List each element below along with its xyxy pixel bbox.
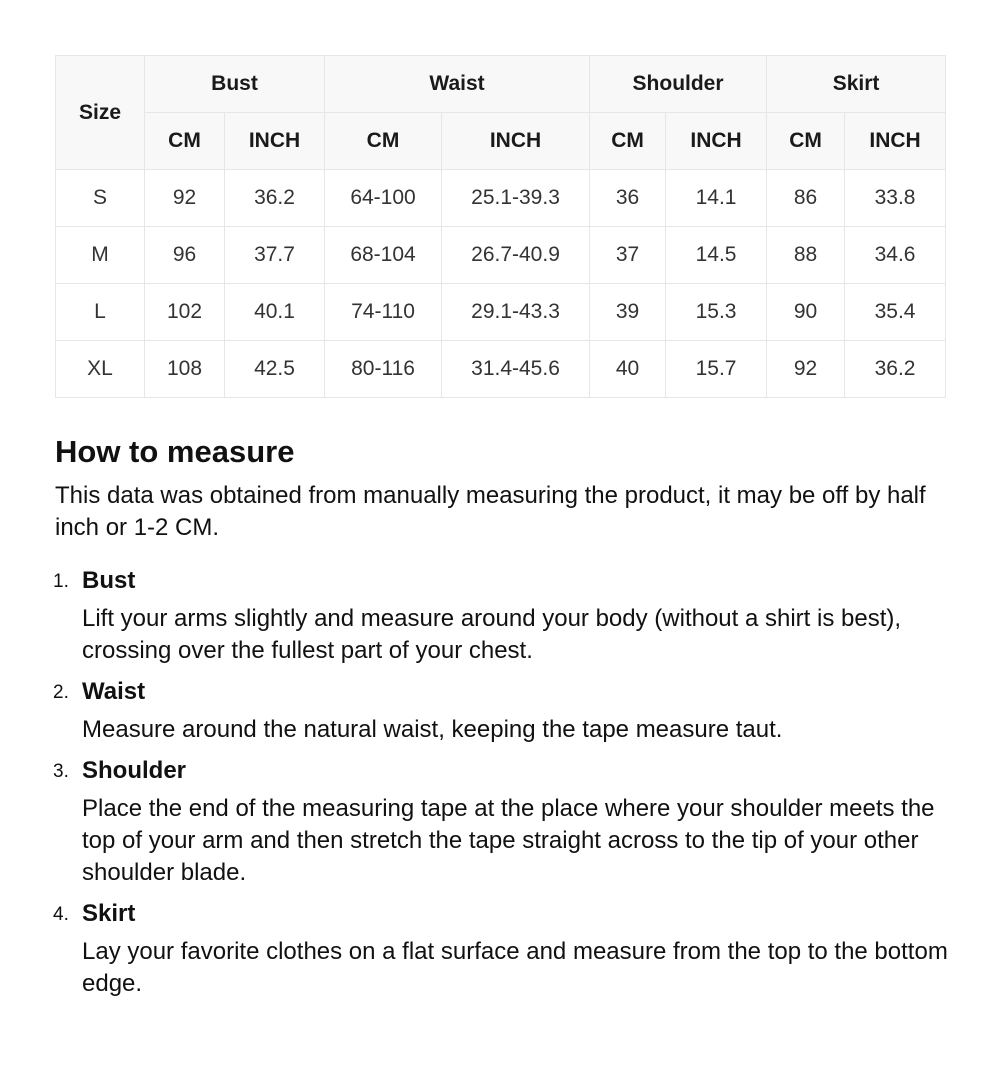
table-cell: 14.5 xyxy=(666,227,767,284)
table-cell: 68-104 xyxy=(325,227,442,284)
list-item xyxy=(55,755,955,889)
table-cell: 26.7-40.9 xyxy=(442,227,590,284)
shoulder-group-header: Shoulder xyxy=(590,56,767,113)
section-title: How to measure xyxy=(55,434,295,469)
unit-header: INCH xyxy=(442,113,590,170)
bust-group-header: Bust xyxy=(145,56,325,113)
table-cell: 64-100 xyxy=(325,170,442,227)
table-cell: 92 xyxy=(767,341,845,398)
table-cell: 37.7 xyxy=(225,227,325,284)
table-cell: 37 xyxy=(590,227,666,284)
list-item-number: 4. xyxy=(53,904,69,925)
table-cell: 86 xyxy=(767,170,845,227)
table-cell: 15.3 xyxy=(666,284,767,341)
table-cell: 80-116 xyxy=(325,341,442,398)
unit-header: CM xyxy=(145,113,225,170)
unit-header: INCH xyxy=(225,113,325,170)
unit-header: CM xyxy=(590,113,666,170)
table-cell: 36.2 xyxy=(845,341,946,398)
list-item xyxy=(55,676,955,746)
table-cell: 74-110 xyxy=(325,284,442,341)
list-item-title: Skirt xyxy=(82,900,136,927)
list-item-description: Lift your arms slightly and measure around your body (without a shirt is best), crossing over the fullest part of your chest. xyxy=(82,605,902,664)
table-cell: 90 xyxy=(767,284,845,341)
table-cell: 29.1-43.3 xyxy=(442,284,590,341)
table-cell: 14.1 xyxy=(666,170,767,227)
intro-text: This data was obtained from manually measuring the product, it may be off by half inch or 1-2 CM. xyxy=(55,482,926,541)
how-to-measure-section xyxy=(55,432,955,1009)
list-item xyxy=(55,565,955,667)
table-row xyxy=(56,227,946,284)
list-item-number: 3. xyxy=(53,761,69,782)
size-chart-table xyxy=(55,55,946,398)
table-cell: 108 xyxy=(145,341,225,398)
size-cell: S xyxy=(56,170,145,227)
table-row xyxy=(56,284,946,341)
table-cell: 36 xyxy=(590,170,666,227)
list-item-description: Lay your favorite clothes on a flat surface and measure from the top to the bottom edge. xyxy=(82,938,948,997)
table-row xyxy=(56,170,946,227)
list-item-number: 1. xyxy=(53,571,69,592)
table-header-row-units xyxy=(56,113,946,170)
table-cell: 25.1-39.3 xyxy=(442,170,590,227)
list-item-title: Bust xyxy=(82,567,136,594)
list-item-number: 2. xyxy=(53,682,69,703)
table-header-row-groups xyxy=(56,56,946,113)
unit-header: CM xyxy=(767,113,845,170)
skirt-group-header: Skirt xyxy=(767,56,946,113)
table-cell: 92 xyxy=(145,170,225,227)
waist-group-header: Waist xyxy=(325,56,590,113)
table-cell: 31.4-45.6 xyxy=(442,341,590,398)
table-cell: 102 xyxy=(145,284,225,341)
list-item-title: Waist xyxy=(82,678,146,705)
size-cell: M xyxy=(56,227,145,284)
unit-header: INCH xyxy=(845,113,946,170)
measure-steps-list xyxy=(55,565,955,1000)
size-column-header: Size xyxy=(56,56,145,170)
table-cell: 35.4 xyxy=(845,284,946,341)
table-cell: 33.8 xyxy=(845,170,946,227)
table-cell: 15.7 xyxy=(666,341,767,398)
table-cell: 88 xyxy=(767,227,845,284)
table-cell: 36.2 xyxy=(225,170,325,227)
list-item-description: Place the end of the measuring tape at the place where your shoulder meets the top of your arm and then stretch the tape straight across to the tip of your other shoulder blade. xyxy=(82,795,935,886)
table-cell: 42.5 xyxy=(225,341,325,398)
table-cell: 34.6 xyxy=(845,227,946,284)
table-cell: 40.1 xyxy=(225,284,325,341)
table-cell: 39 xyxy=(590,284,666,341)
table-cell: 40 xyxy=(590,341,666,398)
table-row xyxy=(56,341,946,398)
unit-header: CM xyxy=(325,113,442,170)
list-item-description: Measure around the natural waist, keeping the tape measure taut. xyxy=(82,716,783,743)
list-item-title: Shoulder xyxy=(82,757,187,784)
table-cell: 96 xyxy=(145,227,225,284)
size-cell: XL xyxy=(56,341,145,398)
list-item xyxy=(55,898,955,1000)
unit-header: INCH xyxy=(666,113,767,170)
size-cell: L xyxy=(56,284,145,341)
